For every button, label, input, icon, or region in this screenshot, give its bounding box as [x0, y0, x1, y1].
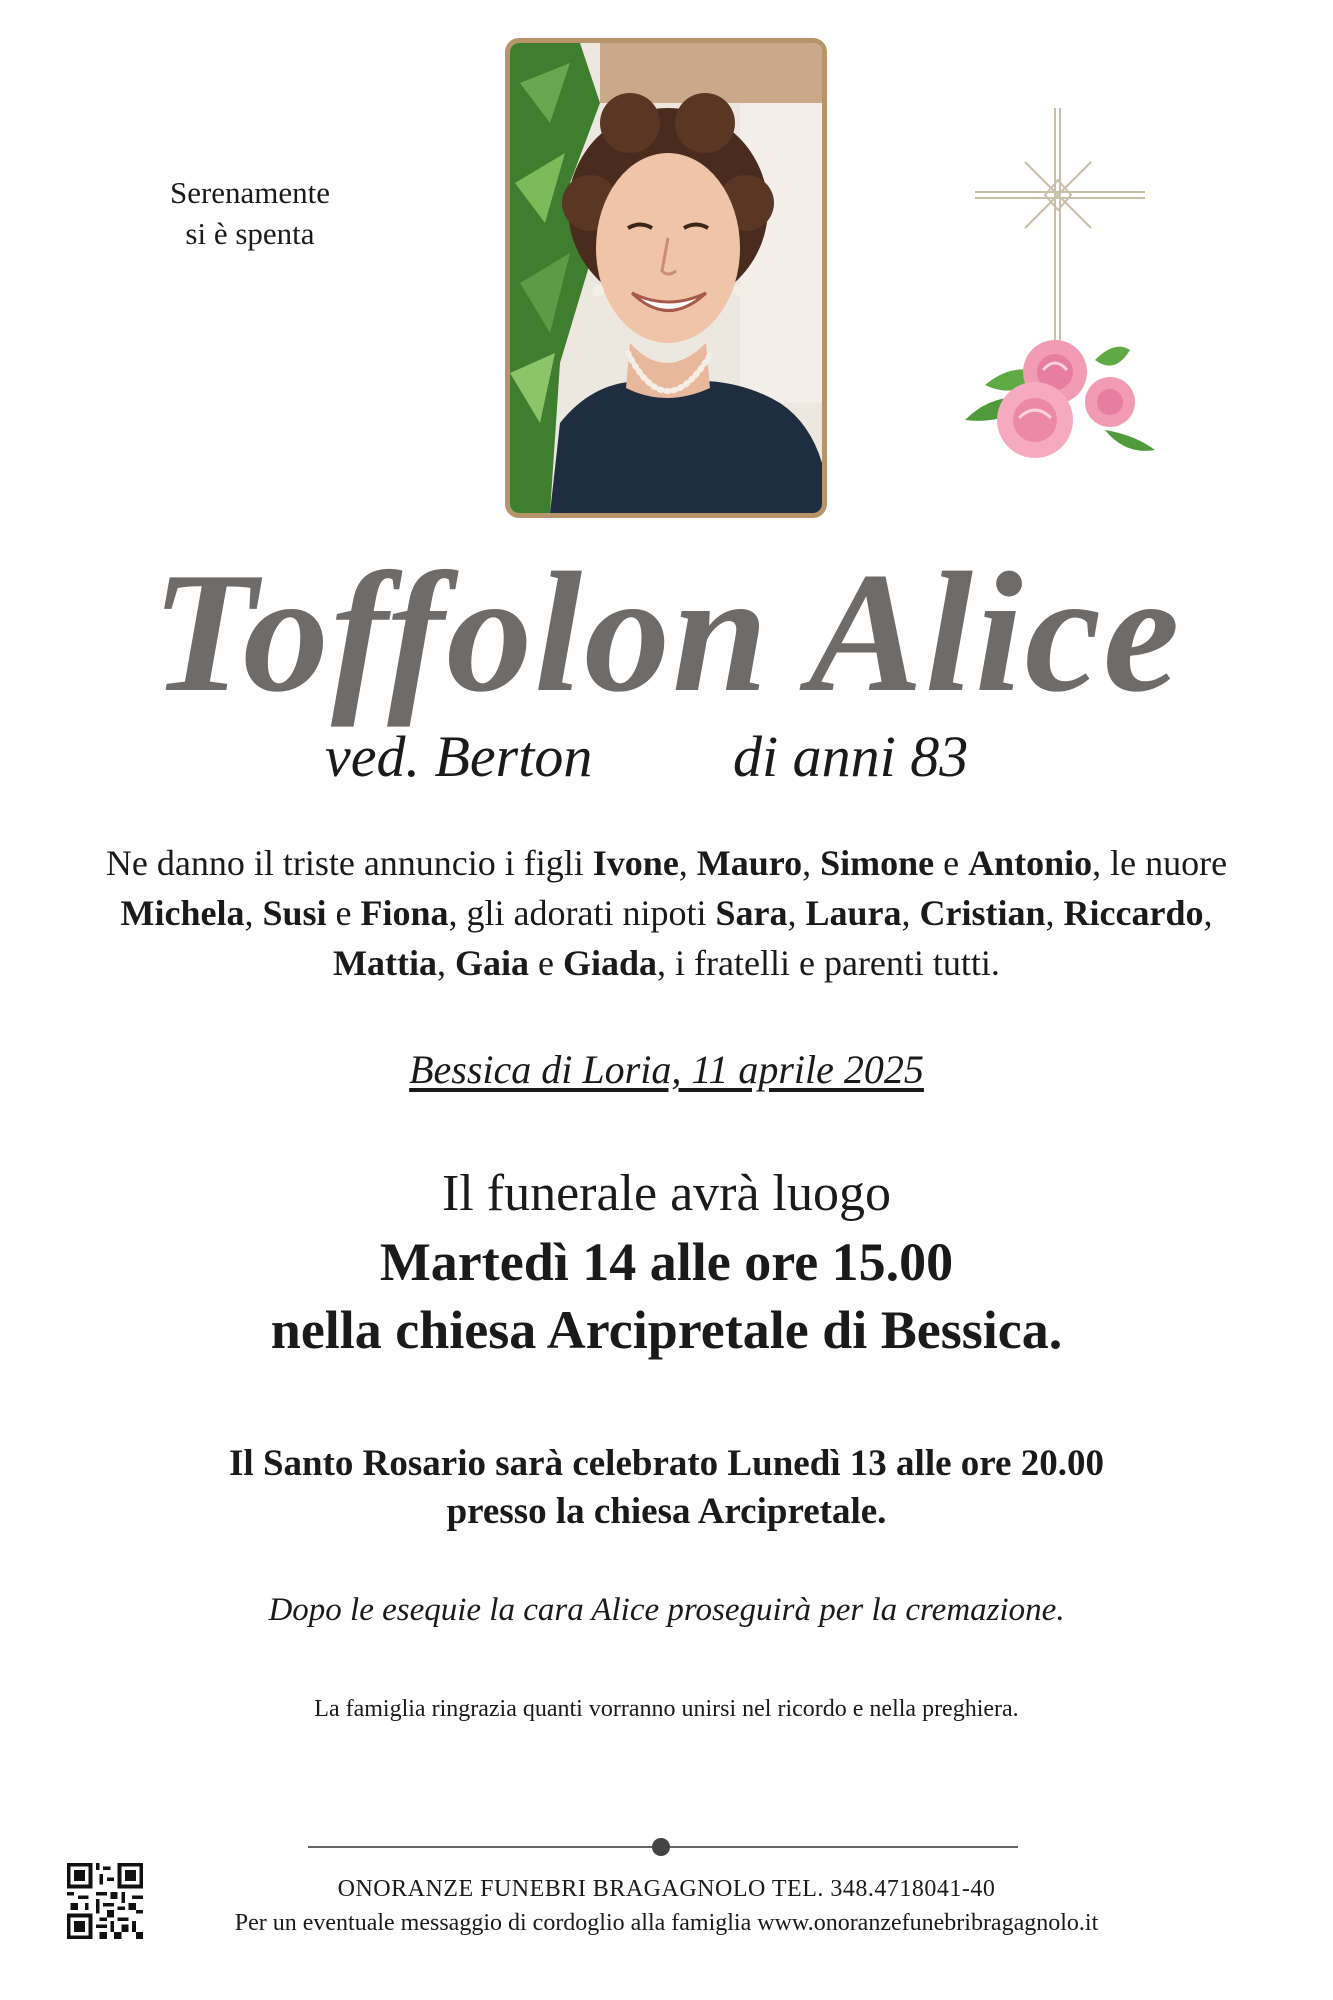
announce-text: ,: [802, 843, 821, 883]
relative-name: Riccardo: [1063, 893, 1204, 933]
announce-text: e: [326, 893, 361, 933]
announce-text: , i fratelli e parenti tutti.: [657, 943, 1000, 983]
announce-text: ,: [1203, 893, 1213, 933]
announce-text: ,: [901, 893, 920, 933]
relative-name: Michela: [120, 893, 245, 933]
funeral-line-3: nella chiesa Arcipretale di Bessica.: [270, 1300, 1063, 1360]
portrait-illustration: [510, 43, 822, 513]
funeral-info: [0, 1160, 1333, 1364]
relative-name: Antonio: [968, 843, 1093, 883]
relative-name: Cristian: [919, 893, 1046, 933]
relative-name: Gaia: [455, 943, 530, 983]
portrait-photo: [505, 38, 827, 518]
opening-phrase: [140, 172, 360, 254]
announce-text: ,: [787, 893, 806, 933]
announce-text: , le nuore: [1092, 843, 1228, 883]
announce-text: e: [934, 843, 969, 883]
announce-text: , gli adorati nipoti: [448, 893, 716, 933]
cross-with-roses: [955, 100, 1165, 470]
widow-of: ved. Berton: [325, 724, 593, 789]
relative-name: Giada: [563, 943, 658, 983]
relative-name: Sara: [715, 893, 788, 933]
announce-text: ,: [437, 943, 456, 983]
funeral-line-2: Martedì 14 alle ore 15.00: [379, 1232, 954, 1292]
roses-icon: [965, 340, 1155, 458]
rosary-info: [0, 1440, 1333, 1536]
age: di anni 83: [733, 724, 969, 789]
relative-name: Simone: [820, 843, 935, 883]
rosary-line-2: presso la chiesa Arcipretale.: [446, 1491, 887, 1532]
condolence-message-info: Per un eventuale messaggio di cordoglio alla famiglia www.onoranzefunebribragagnolo.it: [234, 1910, 1099, 1936]
relative-name: Laura: [805, 893, 902, 933]
cremation-note: Dopo le esequie la cara Alice proseguirà per la cremazione.: [268, 1592, 1065, 1628]
relative-name: Fiona: [360, 893, 449, 933]
relative-name: Susi: [262, 893, 327, 933]
divider-dot: [652, 1838, 670, 1856]
opening-line-1: Serenamente: [169, 175, 331, 210]
place-and-date: Bessica di Loria, 11 aprile 2025: [409, 1047, 924, 1092]
funeral-line-1: Il funerale avrà luogo: [441, 1165, 891, 1222]
announce-text: e: [529, 943, 564, 983]
cross-icon: [975, 108, 1145, 350]
relative-name: Mattia: [333, 943, 438, 983]
funeral-home-contact: ONORANZE FUNEBRI BRAGAGNOLO TEL. 348.4718041-40: [337, 1876, 996, 1902]
announce-text: ,: [1045, 893, 1064, 933]
relative-name: Mauro: [696, 843, 803, 883]
rosary-line-1: Il Santo Rosario sarà celebrato Lunedì 13 alle ore 20.00: [229, 1443, 1104, 1484]
deceased-name: Toffolon Alice: [151, 538, 1182, 728]
announce-text: ,: [244, 893, 263, 933]
announce-text: ,: [678, 843, 697, 883]
announce-text: Ne danno il triste annuncio i figli: [105, 843, 593, 883]
announcement: [30, 838, 1303, 988]
opening-line-2: si è spenta: [185, 216, 315, 251]
family-thanks: La famiglia ringrazia quanti vorranno unirsi nel ricordo e nella preghiera.: [314, 1696, 1019, 1722]
relative-name: Ivone: [592, 843, 679, 883]
